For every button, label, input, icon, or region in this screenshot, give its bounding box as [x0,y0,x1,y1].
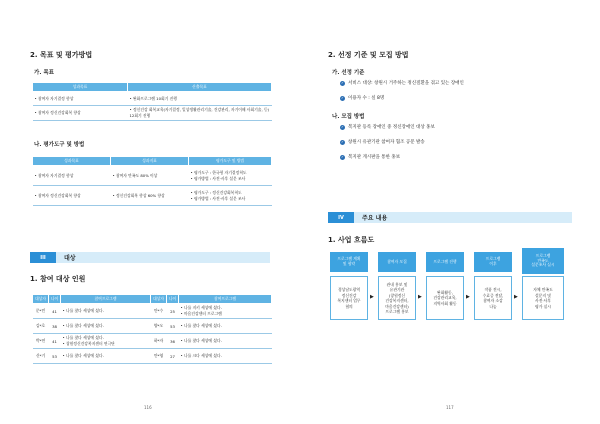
arrow-right-icon: ▶ [514,294,518,300]
goals-table [32,82,272,121]
check-icon: ✓ [341,81,344,85]
chapter-label: 주요 내용 [354,212,572,223]
table-cell: 36 [167,334,179,349]
table-header: 참여프로그램 [179,295,272,304]
table-cell: 안*영 [151,349,167,364]
table-cell: • 정신건강회복 향상 60% 향상 [111,186,189,206]
table-cell: • 참여자 자기결정 향상 [33,92,128,106]
table-cell: • 참여자 만족도 80% 이상 [111,166,189,186]
program-line: • 창원정신건강복지센터 연극단 [62,341,115,346]
table-header: 대상자 [151,295,167,304]
chapter-label: 대상 [56,252,270,263]
flow-step-head: 참여자 모집 [378,252,416,272]
criteria-text: 서비스 대상: 창원시 거주하는 정신질환을 겪고 있는 장애인 [348,81,464,86]
table-cell [61,349,151,364]
tool-line: • 평가방법 : 사전·사후 설문 조사 [190,195,246,201]
program-line: • 나를 찾다 세상에 섰다. [62,335,104,340]
subsection-goals: 가. 목표 [34,70,54,76]
table-cell: • 참여자 자기결정 향상 [33,166,111,186]
table-cell [61,334,151,349]
eval-table [32,156,272,206]
tool-line: • 평가도구 : 한국형 자기결정척도 [190,169,247,175]
program-line: • 나를 찾다 세상에 섰다. [62,353,104,358]
table-cell: 38 [49,319,61,334]
chapter-banner [328,212,572,223]
table-cell [189,186,272,206]
flow-step-head: 프로그램 만족도 설문조사 실시 [522,248,564,274]
table-header: 나이 [167,295,179,304]
table-cell: 27 [167,349,179,364]
section-title-participants: 1. 참여 대상 인원 [30,275,86,283]
page-number: 116 [144,405,152,410]
table-cell: • 참여자 정신건강회복 향상 [33,106,128,121]
program-line: • 나를 찾다 세상에 섰다. [180,338,222,343]
table-cell [179,334,272,349]
table-cell: 53 [167,319,179,334]
recruit-item [340,124,435,130]
flow-step-body: 완화활동, 건강관리교육, 지역사회 활동 [426,276,464,320]
flow-step-body: 관내 홍보 및 유관기관 (창원정신 건강복지센터, 마음건강센터) 프로그램 홍보 [378,276,416,320]
program-line: • 나를 찾다 세상에 섰다. [62,308,104,313]
subsection-recruit: 나. 모집 방법 [332,114,365,120]
table-header: 평가도구 및 방법 [189,157,272,166]
check-icon: ✓ [341,155,344,159]
recruit-text: 복지관 게시판을 통한 홍보 [348,155,401,160]
table-cell [189,166,272,186]
flow-step-head: 프로그램 진행 [426,252,464,272]
section-title-goals: 2. 목표 및 평가방법 [30,51,93,59]
recruit-item [340,154,400,160]
flow-step-head: 프로그램 계획 및 협약 [330,252,368,272]
table-cell: 문*민 [33,304,49,319]
chapter-number: IV [328,212,354,223]
check-icon: ✓ [341,125,344,129]
table-header: 산출목표 [128,83,272,92]
table-cell [179,349,272,364]
check-icon: ✓ [341,96,344,100]
criteria-item [340,80,464,86]
recruit-text: 복지관 등록 장애인 중 정신장애인 대상 홍보 [348,125,435,130]
table-cell [179,304,272,319]
criteria-item [340,95,384,101]
program-line: • 나를 지키 세상에 섰다. [180,305,222,310]
subsection-eval: 나. 평가도구 및 방법 [34,142,85,148]
table-cell: 53 [49,349,61,364]
table-cell [179,319,272,334]
check-icon: ✓ [341,140,344,144]
program-line: • 마음건강센터 프로그램 [180,311,222,316]
section-title-flow: 1. 사업 흐름도 [328,236,375,244]
recruit-item [340,139,425,145]
section-title-criteria: 2. 선정 기준 및 모집 방법 [328,51,409,59]
recruit-text: 창원시 유관기관 참여자 협조 공문 발송 [348,140,425,145]
flow-step-head: 프로그램 이후 [474,252,512,272]
page-number: 117 [446,405,454,410]
criteria-text: 이용자 수 : 실 8명 [348,96,385,101]
table-header: 참여프로그램 [61,295,151,304]
table-cell: 안*수 [151,304,167,319]
table-header: 성과목표 [33,157,111,166]
right-page [300,0,600,424]
table-header: 성과지표 [111,157,189,166]
tool-line: • 평가도구 : 정신건강회복척도 [190,189,242,195]
table-cell: 하*자 [151,334,167,349]
participants-table [32,294,272,364]
table-cell [61,319,151,334]
table-cell: 41 [49,334,61,349]
subsection-criteria: 가. 선정 기준 [332,70,365,76]
arrow-right-icon: ▶ [370,294,374,300]
chapter-number: III [30,252,56,263]
arrow-right-icon: ▶ [418,294,422,300]
flow-step-body: 작품 전시, 수료증 전달, 참여자 소감 나눔 [474,276,512,320]
table-cell: 박*연 [33,334,49,349]
flow-step-body: 자체 만족도 설문지 및 사전·사후 평가 실시 [522,276,564,320]
table-cell: • 완화프로그램 10회기 진행 [128,92,272,106]
table-cell: 김*호 [33,319,49,334]
table-header: 나이 [49,295,61,304]
flow-step-body: 경상남도광역 정신건강 복지센터 업무 협의 [330,276,368,320]
table-cell: 41 [49,304,61,319]
program-line: • 나를 찾다 세상에 섰다. [180,323,222,328]
chapter-banner [30,252,270,263]
table-header: 대상자 [33,295,49,304]
table-cell: • 참여자 정신건강회복 향상 [33,186,111,206]
table-header: 성과목표 [33,83,128,92]
table-cell: 양*오 [151,319,167,334]
arrow-right-icon: ▶ [466,294,470,300]
table-cell: 신*기 [33,349,49,364]
program-line: • 나를 크다 세상에 섰다. [180,353,222,358]
table-cell: • 정신건강 회복교육(자기결정, 일상생활관리기술, 건강관리, 자기이해 사회기술, 등) 12회기 진행 [128,106,272,121]
tool-line: • 평가방법 : 사전·사후 설문 조사 [190,175,246,181]
program-line: • 나를 찾다 세상에 섰다. [62,323,104,328]
table-cell [61,304,151,319]
table-cell: 25 [167,304,179,319]
